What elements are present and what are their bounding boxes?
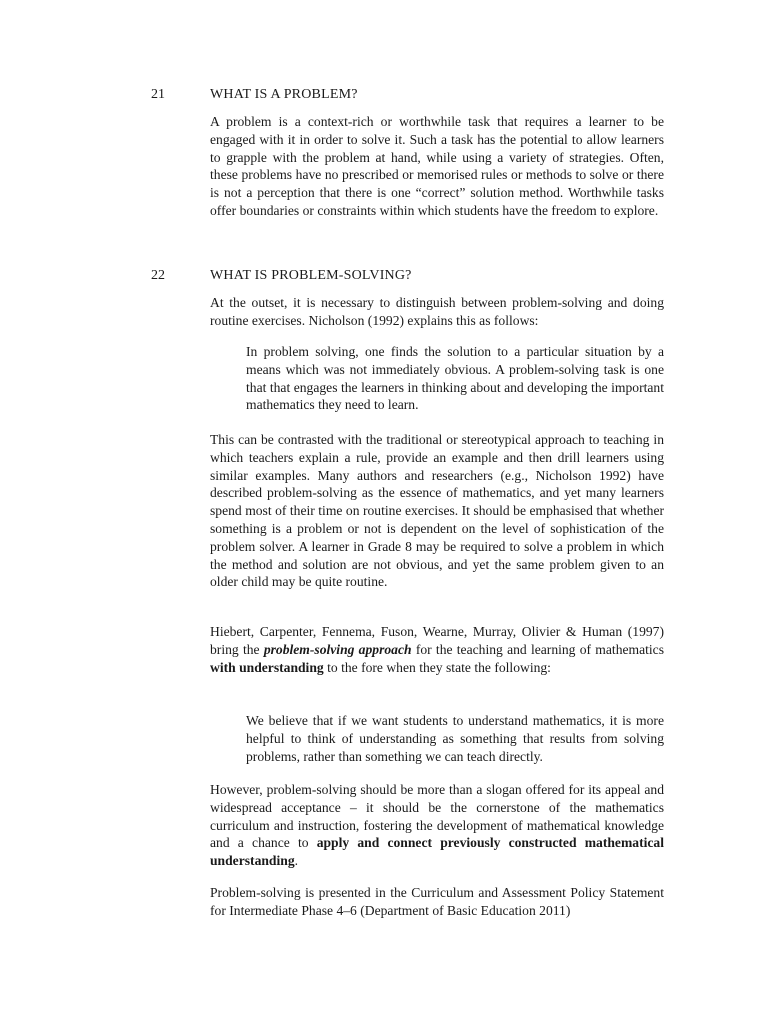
- problem-solving-approach-emphasis: problem-solving approach: [263, 641, 412, 657]
- hiebert-paragraph: [210, 623, 664, 676]
- section-number-22: 22: [151, 268, 165, 283]
- section-heading-what-is-problem-solving: WHAT IS PROBLEM-SOLVING?: [210, 268, 412, 283]
- however-text-1: However, problem-solving should be more than a slogan offered for its appeal and widespread acceptance – it should be the cornerstone of the mathematics curriculum and instruction, fostering the development of mathematical knowledge and a chance to: [210, 782, 664, 851]
- final-paragraph: Problem-solving is presented in the Curriculum and Assessment Policy Statement for Intermediate Phase 4–6 (Department of Basic Education 2011): [210, 885, 664, 918]
- contrast-paragraph: This can be contrasted with the traditional or stereotypical approach to teaching in which teachers explain a rule, provide an example and then drill learners using similar examples. Many authors and researchers (e.g., Nicholson 1992) have described problem-solving as the essence of mathematics, and yet many learners spend most of their time on routine exercises. It should be emphasised that whether something is a problem or not is dependent on the level of sophistication of the problem solver. A learner in Grade 8 may be required to solve a problem in which the method and solution are not obvious, and yet the same problem given to an older child may be quite routine.: [210, 432, 664, 590]
- intro-paragraph: At the outset, it is necessary to distinguish between problem-solving and doing routine exercises. Nicholson (1992) explains this as follows:: [210, 295, 664, 328]
- section-number-21: 21: [151, 87, 165, 102]
- however-paragraph: [210, 781, 664, 870]
- however-text-2: .: [294, 853, 299, 869]
- problem-definition-paragraph: A problem is a context-rich or worthwhile task that requires a learner to be engaged with it in order to solve it. Such a task has the potential to allow learners to grapple with the problem at hand, while using a variety of strategies. Often, these problems have no prescribed or memorised rules or methods to solve or there is not a perception that there is one “correct” solution method. Worthwhile tasks offer boundaries or constraints within which students have the freedom to explore.: [210, 114, 664, 218]
- hiebert-text-2: for the teaching and learning of mathematics: [411, 641, 665, 657]
- hiebert-quote: We believe that if we want students to understand mathematics, it is more helpful to think of understanding as something that results from solving problems, rather than something we can teach directly.: [246, 713, 664, 764]
- with-understanding-emphasis: with understanding: [210, 659, 324, 675]
- apply-and-connect-emphasis: apply and connect previously constructed mathematical understanding: [210, 835, 664, 869]
- hiebert-text-3: to the fore when they state the following:: [323, 659, 551, 675]
- hiebert-text-1: Hiebert, Carpenter, Fennema, Fuson, Wearne, Murray, Olivier & Human (1997) bring the: [210, 624, 664, 657]
- section-heading-what-is-a-problem: WHAT IS A PROBLEM?: [210, 87, 358, 102]
- nicholson-quote: In problem solving, one finds the solution to a particular situation by a means which was not immediately obvious. A problem-solving task is one that that engages the learners in thinking about and developing the important mathematics they need to learn.: [246, 344, 664, 413]
